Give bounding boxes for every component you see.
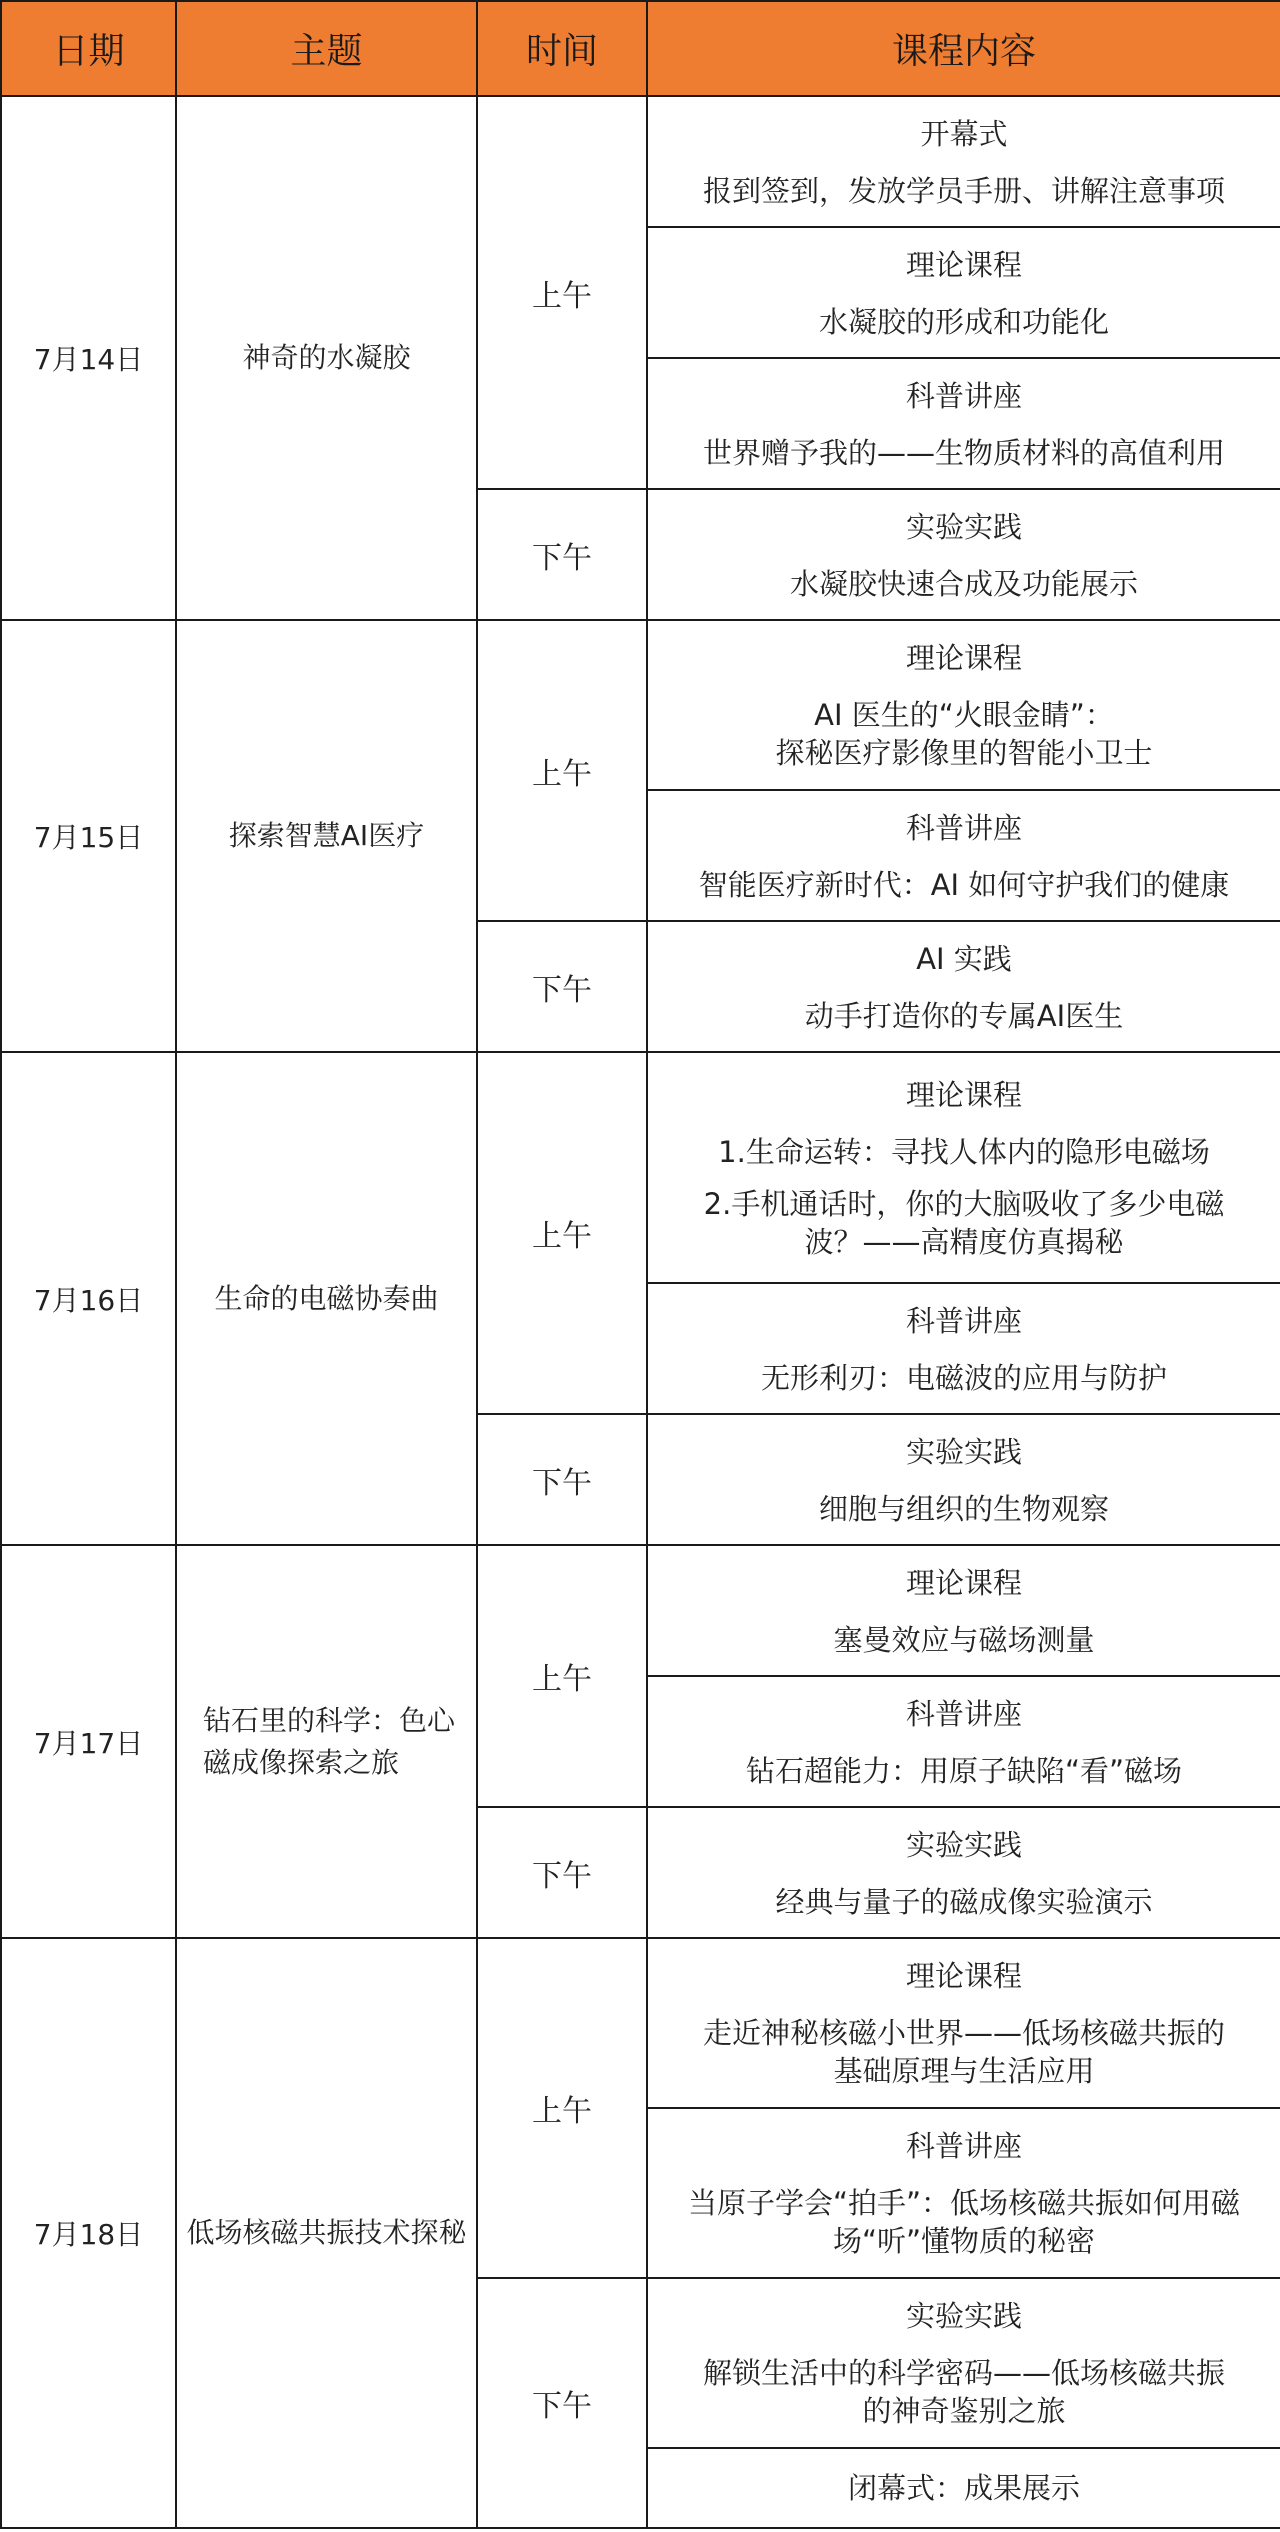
course-title: 实验实践 [905,1827,1022,1862]
period-cell: 下午 [477,921,647,1052]
header-date: 日期 [1,1,176,96]
table-row [1,1052,1280,1283]
header-theme: 主题 [176,1,477,96]
course-cell [647,1938,1280,2108]
course-line: 智能医疗新时代：AI 如何守护我们的健康 [698,867,1230,902]
course-cell [647,1807,1280,1938]
course-line: 钻石超能力：用原子缺陷“看”磁场 [745,1753,1183,1788]
course-title: 开幕式 [920,116,1008,151]
course-line: 细胞与组织的生物观察 [818,1491,1109,1526]
course-cell [647,1283,1280,1414]
course-title: 实验实践 [905,2299,1022,2333]
course-line: 塞曼效应与磁场测量 [833,1622,1095,1657]
course-title: 科普讲座 [905,2129,1022,2163]
course-line: 水凝胶的形成和功能化 [818,304,1109,339]
table-row [1,1938,1280,2108]
course-cell [647,358,1280,489]
table-row [1,1545,1280,1676]
course-line: 波？——高精度仿真揭秘 [804,1224,1124,1259]
course-line: 报到签到，发放学员手册、讲解注意事项 [702,173,1225,208]
course-cell [647,2278,1280,2448]
course-line: AI 医生的“火眼金睛”： [814,698,1114,732]
course-title: 科普讲座 [905,378,1022,413]
course-title: 理论课程 [905,1077,1022,1112]
course-title: AI 实践 [916,941,1012,976]
course-title: 理论课程 [905,641,1022,675]
course-title: 科普讲座 [905,1303,1022,1338]
course-line: 当原子学会“拍手”：低场核磁共振如何用磁 [687,2186,1241,2220]
header-time: 时间 [477,1,647,96]
course-line: 2.手机通话时，你的大脑吸收了多少电磁 [703,1186,1225,1221]
theme-cell: 生命的电磁协奏曲 [176,1052,477,1545]
course-cell [647,1052,1280,1283]
course-title: 理论课程 [905,1565,1022,1600]
period-cell: 下午 [477,489,647,620]
course-line: 动手打造你的专属AI医生 [804,998,1124,1033]
course-title: 实验实践 [905,1434,1022,1469]
date-cell: 7月17日 [1,1545,176,1938]
course-cell [647,921,1280,1052]
period-cell: 上午 [477,1938,647,2278]
table-row [1,620,1280,790]
course-cell [647,96,1280,227]
period-cell: 下午 [477,2278,647,2528]
date-cell: 7月15日 [1,620,176,1052]
course-cell [647,2108,1280,2278]
course-title: 理论课程 [905,1959,1022,1993]
course-line: 解锁生活中的科学密码——低场核磁共振 [702,2356,1225,2390]
date-cell: 7月14日 [1,96,176,620]
course-title: 闭幕式：成果展示 [847,2471,1080,2505]
course-line: 水凝胶快速合成及功能展示 [789,566,1138,601]
course-title: 实验实践 [905,509,1022,544]
course-cell [647,489,1280,620]
course-cell [647,620,1280,790]
course-line: 无形利刃：电磁波的应用与防护 [760,1360,1167,1395]
theme-cell: 神奇的水凝胶 [176,96,477,620]
course-cell [647,227,1280,358]
course-cell [647,790,1280,921]
header-content: 课程内容 [647,1,1280,96]
theme-cell: 钻石里的科学：色心磁成像探索之旅 [176,1545,477,1938]
course-line: 1.生命运转：寻找人体内的隐形电磁场 [718,1134,1210,1169]
course-cell [647,1545,1280,1676]
period-cell: 上午 [477,1052,647,1414]
course-line: 的神奇鉴别之旅 [862,2394,1066,2428]
course-cell [647,1414,1280,1545]
date-cell: 7月18日 [1,1938,176,2528]
theme-cell: 探索智慧AI医疗 [176,620,477,1052]
course-cell [647,2448,1280,2528]
theme-cell: 低场核磁共振技术探秘 [176,1938,477,2528]
course-title: 科普讲座 [905,1696,1022,1731]
course-line: 基础原理与生活应用 [833,2054,1095,2088]
course-title: 科普讲座 [905,810,1022,845]
course-line: 世界赠予我的——生物质材料的高值利用 [702,435,1225,470]
course-line: 探秘医疗影像里的智能小卫士 [775,736,1153,770]
period-cell: 下午 [477,1807,647,1938]
header-row [1,1,1280,96]
course-line: 走近神秘核磁小世界——低场核磁共振的 [702,2016,1225,2050]
table-row [1,96,1280,227]
period-cell: 上午 [477,96,647,489]
course-line: 经典与量子的磁成像实验演示 [775,1884,1153,1919]
period-cell: 上午 [477,1545,647,1807]
period-cell: 下午 [477,1414,647,1545]
course-cell [647,1676,1280,1807]
date-cell: 7月16日 [1,1052,176,1545]
course-line: 场“听”懂物质的秘密 [832,2224,1096,2258]
period-cell: 上午 [477,620,647,921]
course-title: 理论课程 [905,247,1022,282]
